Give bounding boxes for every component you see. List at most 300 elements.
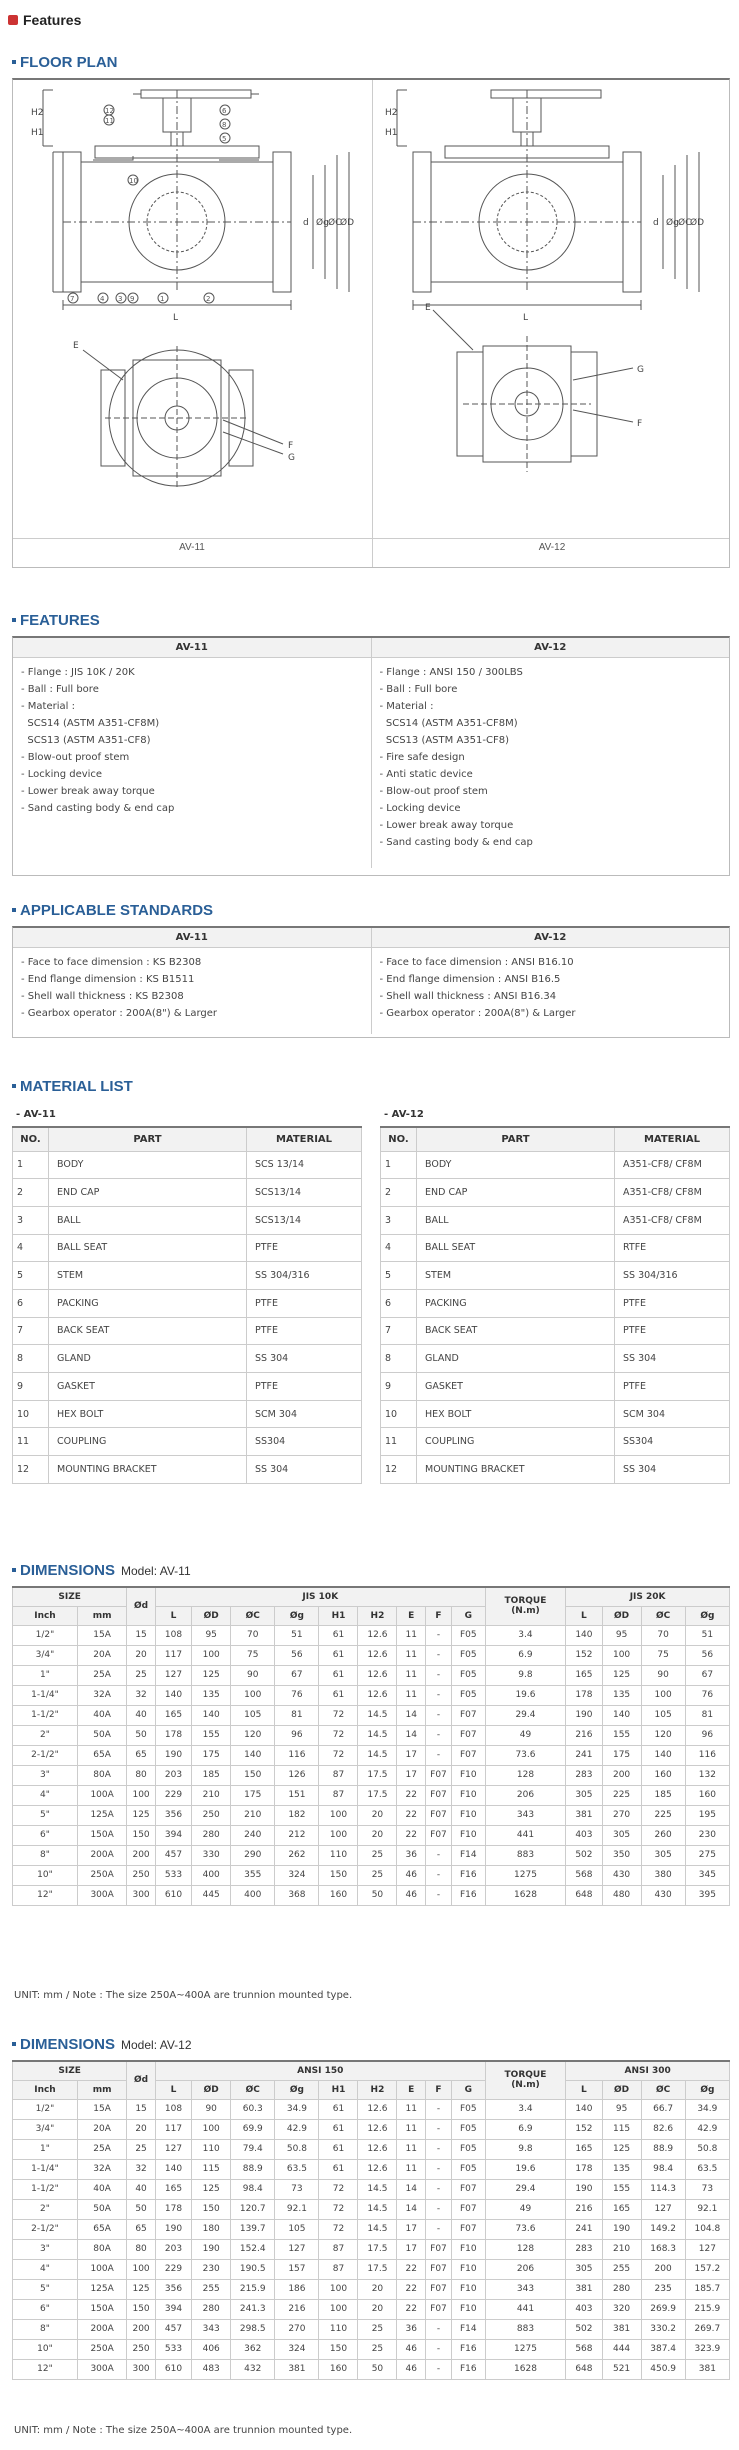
table-cell: SCS13/14 — [247, 1206, 362, 1234]
table-cell: 14.5 — [358, 2179, 397, 2199]
table-cell: F16 — [451, 2359, 485, 2379]
table-cell: 46 — [397, 2359, 426, 2379]
table-cell: 406 — [192, 2339, 231, 2359]
table-cell: 73.6 — [485, 1745, 566, 1765]
svg-text:F: F — [288, 441, 294, 451]
table-cell: 260 — [641, 1825, 685, 1845]
table-cell: 125 — [602, 1665, 641, 1685]
table-cell: 110 — [319, 2319, 358, 2339]
table-cell: F10 — [451, 1765, 485, 1785]
table-cell: 200 — [127, 1845, 156, 1865]
table-cell: 115 — [602, 2119, 641, 2139]
table-cell: 125 — [192, 2179, 231, 2199]
table-cell: 125 — [602, 2139, 641, 2159]
table-cell: F05 — [451, 2159, 485, 2179]
section-title-floor-plan: FLOOR PLAN — [12, 54, 118, 71]
table-cell: 127 — [641, 2199, 685, 2219]
table-cell: 190 — [155, 1745, 191, 1765]
svg-text:d: d — [653, 218, 659, 228]
table-cell: 76 — [275, 1685, 319, 1705]
table-cell: 300 — [127, 2359, 156, 2379]
table-cell: 250A — [77, 2339, 126, 2359]
table-cell: 200A — [77, 2319, 126, 2339]
table-cell: 6" — [13, 1825, 78, 1845]
table-cell: 444 — [602, 2339, 641, 2359]
table-cell: 8" — [13, 1845, 78, 1865]
standards-list-av12 — [371, 948, 730, 1034]
table-cell: 149.2 — [641, 2219, 685, 2239]
table-cell: 3 — [381, 1206, 417, 1234]
header-row — [13, 1587, 730, 1606]
bullet-icon — [12, 2042, 16, 2046]
svg-text:L: L — [173, 313, 179, 323]
table-row — [13, 1725, 730, 1745]
table-cell: 15 — [127, 2099, 156, 2119]
table-cell: PTFE — [247, 1234, 362, 1262]
table-cell: 160 — [685, 1785, 729, 1805]
list-item: - Shell wall thickness : ANSI B16.34 — [379, 991, 557, 1002]
table-cell: 17 — [397, 2239, 426, 2259]
table-row — [13, 2319, 730, 2339]
table-cell: 14 — [397, 1705, 426, 1725]
table-cell: 450.9 — [641, 2359, 685, 2379]
table-cell: 22 — [397, 1805, 426, 1825]
table-cell: 135 — [602, 2159, 641, 2179]
table-row — [13, 1845, 730, 1865]
table-cell: 20 — [127, 1645, 156, 1665]
table-cell: F07 — [425, 1785, 451, 1805]
table-cell: 70 — [231, 1625, 275, 1645]
svg-text:H1: H1 — [31, 128, 44, 138]
table-cell: 40A — [77, 2179, 126, 2199]
table-cell: 73 — [685, 2179, 729, 2199]
av11-dimension-labels — [13, 80, 371, 536]
table-cell: 152 — [566, 2119, 602, 2139]
table-row — [13, 1262, 362, 1290]
column-header: ANSI 150 — [155, 2061, 485, 2080]
table-cell: 9.8 — [485, 2139, 566, 2159]
table-cell: HEX BOLT — [49, 1400, 247, 1428]
table-cell: RTFE — [615, 1234, 730, 1262]
table-row — [13, 2139, 730, 2159]
table-cell: 2 — [381, 1179, 417, 1207]
table-cell: PTFE — [247, 1373, 362, 1401]
table-cell: 160 — [319, 1885, 358, 1905]
table-cell: - — [425, 2139, 451, 2159]
table-cell: 56 — [275, 1645, 319, 1665]
column-header: Øg — [275, 1606, 319, 1625]
material-table-av12 — [380, 1126, 730, 1484]
column-header: Øg — [685, 2080, 729, 2099]
table-cell: 80 — [127, 1765, 156, 1785]
table-cell: 22 — [397, 2299, 426, 2319]
table-cell: 90 — [641, 1665, 685, 1685]
svg-text:H2: H2 — [385, 108, 398, 118]
table-cell: BACK SEAT — [417, 1317, 615, 1345]
table-cell: 165 — [602, 2199, 641, 2219]
table-cell: 50A — [77, 2199, 126, 2219]
table-cell: 66.7 — [641, 2099, 685, 2119]
table-cell: 125 — [127, 2279, 156, 2299]
table-cell: 25 — [358, 1865, 397, 1885]
table-cell: 110 — [319, 1845, 358, 1865]
table-cell: 269.7 — [685, 2319, 729, 2339]
table-cell: 225 — [641, 1805, 685, 1825]
table-cell: 195 — [685, 1805, 729, 1825]
table-cell: 95 — [602, 1625, 641, 1645]
table-cell: 25 — [127, 1665, 156, 1685]
table-cell: 7 — [381, 1317, 417, 1345]
table-row — [381, 1345, 730, 1373]
table-cell: 63.5 — [275, 2159, 319, 2179]
table-cell: 648 — [566, 2359, 602, 2379]
table-cell: 100 — [319, 1805, 358, 1825]
table-cell: 210 — [192, 1785, 231, 1805]
table-cell: 70 — [641, 1625, 685, 1645]
table-row — [13, 1206, 362, 1234]
table-cell: 25 — [358, 2339, 397, 2359]
features-list-av12 — [371, 658, 730, 868]
table-cell: 178 — [155, 1725, 191, 1745]
table-cell: 200 — [602, 1765, 641, 1785]
table-row — [381, 1373, 730, 1401]
table-cell: 14.5 — [358, 1745, 397, 1765]
table-cell: PTFE — [247, 1289, 362, 1317]
table-cell: 127 — [155, 2139, 191, 2159]
table-cell: 157.2 — [685, 2259, 729, 2279]
table-cell: 61 — [319, 1645, 358, 1665]
table-cell: 17 — [397, 2219, 426, 2239]
dimensions-table-av12 — [12, 2060, 730, 2380]
table-cell: SCS 13/14 — [247, 1151, 362, 1179]
table-cell: 8 — [381, 1345, 417, 1373]
table-cell: 12.6 — [358, 2139, 397, 2159]
table-cell: SS 304/316 — [615, 1262, 730, 1290]
table-cell: F07 — [451, 2199, 485, 2219]
table-cell: 4" — [13, 2259, 78, 2279]
svg-text:3: 3 — [118, 295, 123, 303]
column-header: L — [566, 2080, 602, 2099]
svg-text:G: G — [637, 365, 644, 375]
table-cell: 19.6 — [485, 2159, 566, 2179]
svg-text:7: 7 — [70, 295, 75, 303]
table-cell: PTFE — [615, 1289, 730, 1317]
table-cell: 125A — [77, 1805, 126, 1825]
table-cell: 280 — [192, 1825, 231, 1845]
table-cell: F07 — [425, 1825, 451, 1845]
column-header: JIS 10K — [155, 1587, 485, 1606]
table-cell: 82.6 — [641, 2119, 685, 2139]
list-item: - End flange dimension : ANSI B16.5 — [379, 974, 561, 985]
table-cell: 356 — [155, 2279, 191, 2299]
section-title-standards: APPLICABLE STANDARDS — [12, 902, 213, 919]
table-cell: F07 — [425, 1765, 451, 1785]
table-cell: 190 — [155, 2219, 191, 2239]
table-cell: 533 — [155, 1865, 191, 1885]
table-cell: STEM — [49, 1262, 247, 1290]
column-header: H2 — [358, 2080, 397, 2099]
col-material: MATERIAL — [247, 1127, 362, 1151]
table-cell: - — [425, 1885, 451, 1905]
table-cell: 25A — [77, 2139, 126, 2159]
table-cell: 140 — [566, 1625, 602, 1645]
table-cell: - — [425, 1645, 451, 1665]
table-cell: F16 — [451, 1865, 485, 1885]
table-cell: 200A — [77, 1845, 126, 1865]
table-cell: - — [425, 1625, 451, 1645]
table-cell: 190 — [192, 2239, 231, 2259]
table-cell: 11 — [381, 1428, 417, 1456]
table-cell: 4 — [381, 1234, 417, 1262]
table-cell: 210 — [231, 1805, 275, 1825]
svg-text:4: 4 — [100, 295, 105, 303]
dimensions-note-av11: UNIT: mm / Note : The size 250A~400A are trunnion mounted type. — [14, 1990, 353, 2001]
table-cell: 203 — [155, 2239, 191, 2259]
table-cell: 49 — [485, 1725, 566, 1745]
list-item: - Flange : JIS 10K / 20K — [21, 667, 135, 678]
svg-text:ØD: ØD — [340, 218, 355, 228]
table-cell: 81 — [275, 1705, 319, 1725]
table-cell: 104.8 — [685, 2219, 729, 2239]
table-row — [13, 2279, 730, 2299]
table-cell: BALL — [417, 1206, 615, 1234]
table-cell: 46 — [397, 1885, 426, 1905]
svg-text:E: E — [425, 303, 431, 313]
table-cell: 380 — [641, 1865, 685, 1885]
table-cell: 19.6 — [485, 1685, 566, 1705]
table-cell: 46 — [397, 1865, 426, 1885]
table-cell: F14 — [451, 1845, 485, 1865]
table-cell: 206 — [485, 1785, 566, 1805]
table-cell: 403 — [566, 1825, 602, 1845]
table-cell: 240 — [231, 1825, 275, 1845]
table-row — [381, 1400, 730, 1428]
table-cell: 32 — [127, 1685, 156, 1705]
table-row — [13, 2199, 730, 2219]
table-cell: 125A — [77, 2279, 126, 2299]
table-cell: - — [425, 2099, 451, 2119]
column-header: G — [451, 1606, 485, 1625]
table-cell: 17 — [397, 1765, 426, 1785]
table-cell: 140 — [602, 1705, 641, 1725]
table-cell: 305 — [566, 2259, 602, 2279]
table-cell: 14.5 — [358, 1725, 397, 1745]
table-cell: 100 — [231, 1685, 275, 1705]
table-cell: 4" — [13, 1785, 78, 1805]
table-cell: 22 — [397, 2259, 426, 2279]
table-cell: 127 — [685, 2239, 729, 2259]
table-cell: 14 — [397, 1725, 426, 1745]
table-cell: 100 — [192, 1645, 231, 1665]
table-cell: GLAND — [417, 1345, 615, 1373]
table-cell: 20 — [127, 2119, 156, 2139]
table-cell: 395 — [685, 1885, 729, 1905]
standards-table — [12, 926, 730, 1038]
table-cell: - — [425, 2339, 451, 2359]
table-cell: 12.6 — [358, 1625, 397, 1645]
table-cell: 381 — [566, 2279, 602, 2299]
column-header: ØC — [641, 1606, 685, 1625]
table-cell: 175 — [231, 1785, 275, 1805]
table-row — [13, 2359, 730, 2379]
table-cell: 305 — [602, 1825, 641, 1845]
table-cell: 381 — [602, 2319, 641, 2339]
table-cell: 15 — [127, 1625, 156, 1645]
table-cell: SS304 — [615, 1428, 730, 1456]
table-row — [13, 1345, 362, 1373]
table-cell: 178 — [566, 1685, 602, 1705]
list-item: - Shell wall thickness : KS B2308 — [21, 991, 184, 1002]
table-cell: 3 — [13, 1206, 49, 1234]
table-cell: 250 — [192, 1805, 231, 1825]
table-cell: 40 — [127, 1705, 156, 1725]
table-cell: 283 — [566, 1765, 602, 1785]
table-cell: 87 — [319, 2239, 358, 2259]
table-row — [381, 1234, 730, 1262]
table-row — [13, 2219, 730, 2239]
material-label-av11: - AV-11 — [16, 1109, 56, 1120]
table-cell: 51 — [275, 1625, 319, 1645]
table-cell: 502 — [566, 1845, 602, 1865]
table-cell: 225 — [602, 1785, 641, 1805]
table-cell: 270 — [602, 1805, 641, 1825]
table-cell: 34.9 — [275, 2099, 319, 2119]
standards-header-av11: AV-11 — [175, 932, 208, 943]
material-table-av11 — [12, 1126, 362, 1484]
table-cell: 140 — [155, 1685, 191, 1705]
table-cell: 250 — [127, 2339, 156, 2359]
table-cell: 14 — [397, 2179, 426, 2199]
svg-text:L: L — [523, 313, 529, 323]
column-header: H2 — [358, 1606, 397, 1625]
table-cell: 96 — [685, 1725, 729, 1745]
table-cell: 441 — [485, 2299, 566, 2319]
table-cell: 432 — [231, 2359, 275, 2379]
table-cell: 150 — [319, 1865, 358, 1885]
table-cell: 3" — [13, 2239, 78, 2259]
table-cell: 283 — [566, 2239, 602, 2259]
table-cell: 117 — [155, 1645, 191, 1665]
table-cell: 324 — [275, 2339, 319, 2359]
header-row — [13, 1606, 730, 1625]
table-cell: 100 — [602, 1645, 641, 1665]
table-cell: 185 — [641, 1785, 685, 1805]
table-cell: - — [425, 2179, 451, 2199]
table-cell: 60.3 — [231, 2099, 275, 2119]
column-header: F — [425, 2080, 451, 2099]
table-cell: 5 — [13, 1262, 49, 1290]
table-row — [13, 1785, 730, 1805]
dimensions-table-av11 — [12, 1586, 730, 1906]
table-cell: COUPLING — [417, 1428, 615, 1456]
table-cell: 73 — [275, 2179, 319, 2199]
table-cell: 20 — [358, 1825, 397, 1845]
list-item: SCS13 (ASTM A351-CF8) — [21, 735, 151, 746]
svg-text:10: 10 — [129, 177, 138, 185]
column-header: E — [397, 1606, 426, 1625]
table-cell: SS304 — [247, 1428, 362, 1456]
table-cell: 305 — [641, 1845, 685, 1865]
table-cell: 11 — [397, 2119, 426, 2139]
table-cell: 61 — [319, 2139, 358, 2159]
column-header: G — [451, 2080, 485, 2099]
table-cell: 6 — [381, 1289, 417, 1317]
table-cell: 190.5 — [231, 2259, 275, 2279]
table-cell: 20 — [358, 2299, 397, 2319]
table-cell: 182 — [275, 1805, 319, 1825]
list-item: - Face to face dimension : ANSI B16.10 — [379, 957, 574, 968]
table-row — [13, 1625, 730, 1645]
list-item: - Flange : ANSI 150 / 300LBS — [379, 667, 523, 678]
table-cell: 115 — [192, 2159, 231, 2179]
column-header: ØD — [192, 1606, 231, 1625]
table-cell: 29.4 — [485, 1705, 566, 1725]
col-no: NO. — [381, 1127, 417, 1151]
svg-text:11: 11 — [105, 117, 114, 125]
standards-header-av12: AV-12 — [371, 928, 730, 947]
table-cell: BALL — [49, 1206, 247, 1234]
table-row — [13, 1456, 362, 1484]
table-cell: F07 — [425, 2279, 451, 2299]
table-cell: 883 — [485, 1845, 566, 1865]
table-cell: 98.4 — [641, 2159, 685, 2179]
table-cell: 61 — [319, 2159, 358, 2179]
table-cell: 12.6 — [358, 2159, 397, 2179]
table-row — [381, 1151, 730, 1179]
bullet-icon — [12, 1568, 16, 1572]
table-cell: 12" — [13, 2359, 78, 2379]
table-cell: F05 — [451, 1685, 485, 1705]
table-cell: A351-CF8/ CF8M — [615, 1179, 730, 1207]
column-header: Øg — [275, 2080, 319, 2099]
list-item: - Locking device — [379, 803, 461, 814]
section-title-features: FEATURES — [12, 612, 100, 629]
table-cell: 165 — [566, 1665, 602, 1685]
table-cell: F07 — [451, 1725, 485, 1745]
table-cell: 127 — [155, 1665, 191, 1685]
table-cell: - — [425, 2219, 451, 2239]
table-cell: 1" — [13, 2139, 78, 2159]
table-cell: 14 — [397, 2199, 426, 2219]
table-cell: 12.6 — [358, 2119, 397, 2139]
table-cell: 80A — [77, 1765, 126, 1785]
svg-text:5: 5 — [222, 135, 227, 143]
table-cell: F05 — [451, 1625, 485, 1645]
list-item: - Material : — [21, 701, 75, 712]
table-cell: 72 — [319, 1745, 358, 1765]
table-cell: 72 — [319, 2219, 358, 2239]
table-cell: SS 304 — [615, 1456, 730, 1484]
table-cell: F14 — [451, 2319, 485, 2339]
table-cell: 150 — [127, 1825, 156, 1845]
table-row — [13, 1705, 730, 1725]
table-cell: 14.5 — [358, 2199, 397, 2219]
table-cell: 11 — [397, 2139, 426, 2159]
table-cell: 105 — [275, 2219, 319, 2239]
list-item: - Ball : Full bore — [379, 684, 458, 695]
table-cell: 610 — [155, 2359, 191, 2379]
table-cell: 15A — [77, 1625, 126, 1645]
table-cell: 1628 — [485, 1885, 566, 1905]
table-cell: 20 — [358, 1805, 397, 1825]
table-cell: 3" — [13, 1765, 78, 1785]
table-cell: 400 — [231, 1885, 275, 1905]
table-cell: 480 — [602, 1885, 641, 1905]
svg-text:E: E — [73, 341, 79, 351]
table-cell: 14.5 — [358, 1705, 397, 1725]
features-list-av11 — [13, 658, 371, 868]
table-row — [13, 1234, 362, 1262]
